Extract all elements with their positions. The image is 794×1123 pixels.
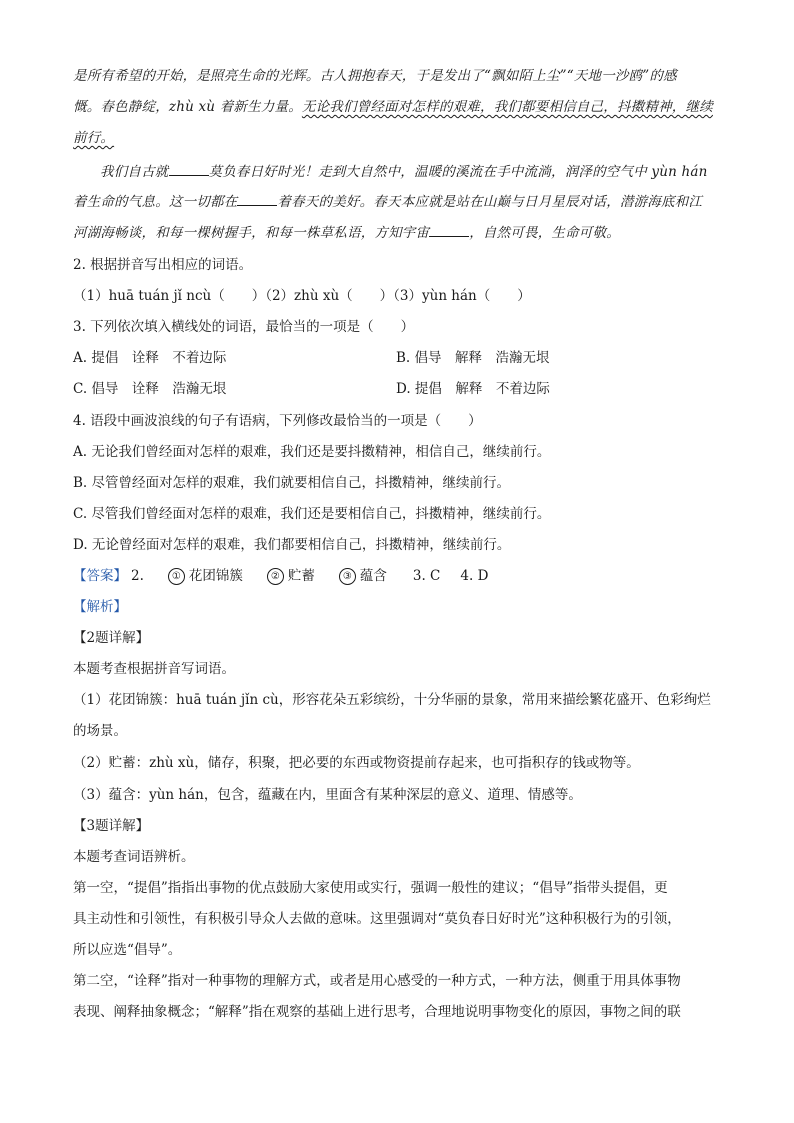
answer-line — [73, 566, 488, 586]
wavy-underlined-sentence: 无论我们曾经面对怎样的艰难，我们都要相信自己，抖擞精神，继续 — [301, 99, 713, 115]
question-2-title: 2. 根据拼音写出相应的词语。 — [73, 257, 253, 273]
passage-text: 慨。春色静绽，zhù xù 着新生力量。 — [73, 99, 302, 115]
q3-detail-heading: 【3题详解】 — [73, 818, 150, 834]
q3-detail-1b: 具主动性和引领性，有积极引导众人去做的意味。这里强调对“莫负春日好时光”这种积极行为的引领， — [73, 911, 681, 927]
passage-line-4 — [100, 161, 708, 182]
q2-detail-2: （2）贮蓄：zhù xù，储存，积聚，把必要的东西或物资提前存起来，也可指积存的钱或物等。 — [73, 755, 640, 771]
circled-number-1: ① — [168, 568, 185, 585]
answer-word-3: 蕴含 — [359, 568, 387, 584]
passage-text: 着春天的美好。春天本应就是站在山巅与日月星辰对话，潜游海底和江 — [277, 194, 703, 210]
q3-detail-intro: 本题考查词语辨析。 — [73, 849, 195, 865]
question-2-items: （1）huā tuán jǐ ncù（ ）（2）zhù xù（ ）（3）yùn hán（ ） — [73, 288, 531, 304]
q2-detail-intro: 本题考查根据拼音写词语。 — [73, 661, 235, 677]
passage-line-6 — [73, 222, 620, 243]
passage-line-2 — [73, 97, 713, 117]
q2-detail-3: （3）蕴含：yùn hán，包含，蕴藏在内，里面含有某种深层的意义、道理、情感等。 — [73, 787, 582, 803]
passage-text: 我们自古就 — [100, 164, 169, 180]
passage-text: 河湖海畅谈，和每一棵树握手，和每一株草私语，方知宇宙 — [73, 225, 430, 241]
question-3-option-c: C. 倡导 诠释 浩瀚无垠 — [73, 381, 227, 397]
answer-q4: 4. D — [460, 568, 489, 584]
q3-detail-1c: 所以应选“倡导”。 — [73, 942, 182, 958]
answer-word-1: 花团锦簇 — [188, 568, 243, 584]
question-3-option-b: B. 倡导 解释 浩瀚无垠 — [396, 350, 550, 366]
passage-text: 着生命的气息。这一切都在 — [73, 194, 238, 210]
q2-detail-heading: 【2题详解】 — [73, 630, 150, 646]
answer-number: 2. — [131, 568, 144, 584]
question-4-option-c: C. 尽管我们曾经面对怎样的艰难，我们还是要相信自己，抖擞精神，继续前行。 — [73, 506, 551, 522]
circled-number-3: ③ — [339, 568, 356, 585]
question-3-option-a: A. 提倡 诠释 不着边际 — [73, 350, 227, 366]
question-4-title: 4. 语段中画波浪线的句子有语病，下列修改最恰当的一项是（ ） — [73, 413, 482, 429]
fill-blank-3 — [429, 222, 469, 237]
fill-blank-2 — [237, 191, 277, 206]
question-4-option-b: B. 尽管曾经面对怎样的艰难，我们就要相信自己，抖擞精神，继续前行。 — [73, 475, 511, 491]
passage-text: 莫负春日好时光！走到大自然中，温暖的溪流在手中流淌，润泽的空气中 yùn hán — [208, 164, 708, 180]
circled-number-2: ② — [267, 568, 284, 585]
q3-detail-1a: 第一空，“提倡”指指出事物的优点鼓励大家使用或实行，强调一般性的建议；“倡导”指带头提倡，更 — [73, 880, 668, 896]
analysis-label: 【解析】 — [73, 599, 127, 615]
question-3-title: 3. 下列依次填入横线处的词语，最恰当的一项是（ ） — [73, 319, 415, 335]
passage-line-3 — [73, 128, 114, 148]
question-4-option-a: A. 无论我们曾经面对怎样的艰难，我们还是要抖擞精神，相信自己，继续前行。 — [73, 444, 551, 460]
passage-line-5 — [73, 191, 702, 212]
answer-q3: 3. C — [412, 568, 441, 584]
question-3-option-d: D. 提倡 解释 不着边际 — [396, 381, 550, 397]
q3-detail-2b: 表现、阐释抽象概念；“解释”指在观察的基础上进行思考，合理地说明事物变化的原因，事物之间的联 — [73, 1004, 681, 1020]
passage-line-1: 是所有希望的开始，是照亮生命的光辉。古人拥抱春天，于是发出了“飘如陌上尘”“天地一沙鸥”的感 — [73, 68, 677, 84]
q2-detail-1b: 的场景。 — [73, 723, 127, 739]
passage-text: ，自然可畏，生命可敬。 — [469, 225, 620, 241]
answer-label: 【答案】 — [73, 568, 127, 584]
answer-word-2: 贮蓄 — [287, 568, 315, 584]
q3-detail-2a: 第二空，“诠释”指对一种事物的理解方式，或者是用心感受的一种方式，一种方法，侧重于用具体事物 — [73, 973, 681, 989]
question-4-option-d: D. 无论曾经面对怎样的艰难，我们都要相信自己，抖擞精神，继续前行。 — [73, 537, 511, 553]
wavy-underlined-sentence-end: 前行。 — [73, 130, 115, 146]
q2-detail-1a: （1）花团锦簇：huā tuán jǐn cù，形容花朵五彩缤纷，十分华丽的景象，常用来描绘繁花盛开、色彩绚烂 — [73, 692, 711, 708]
fill-blank-1 — [169, 161, 209, 176]
